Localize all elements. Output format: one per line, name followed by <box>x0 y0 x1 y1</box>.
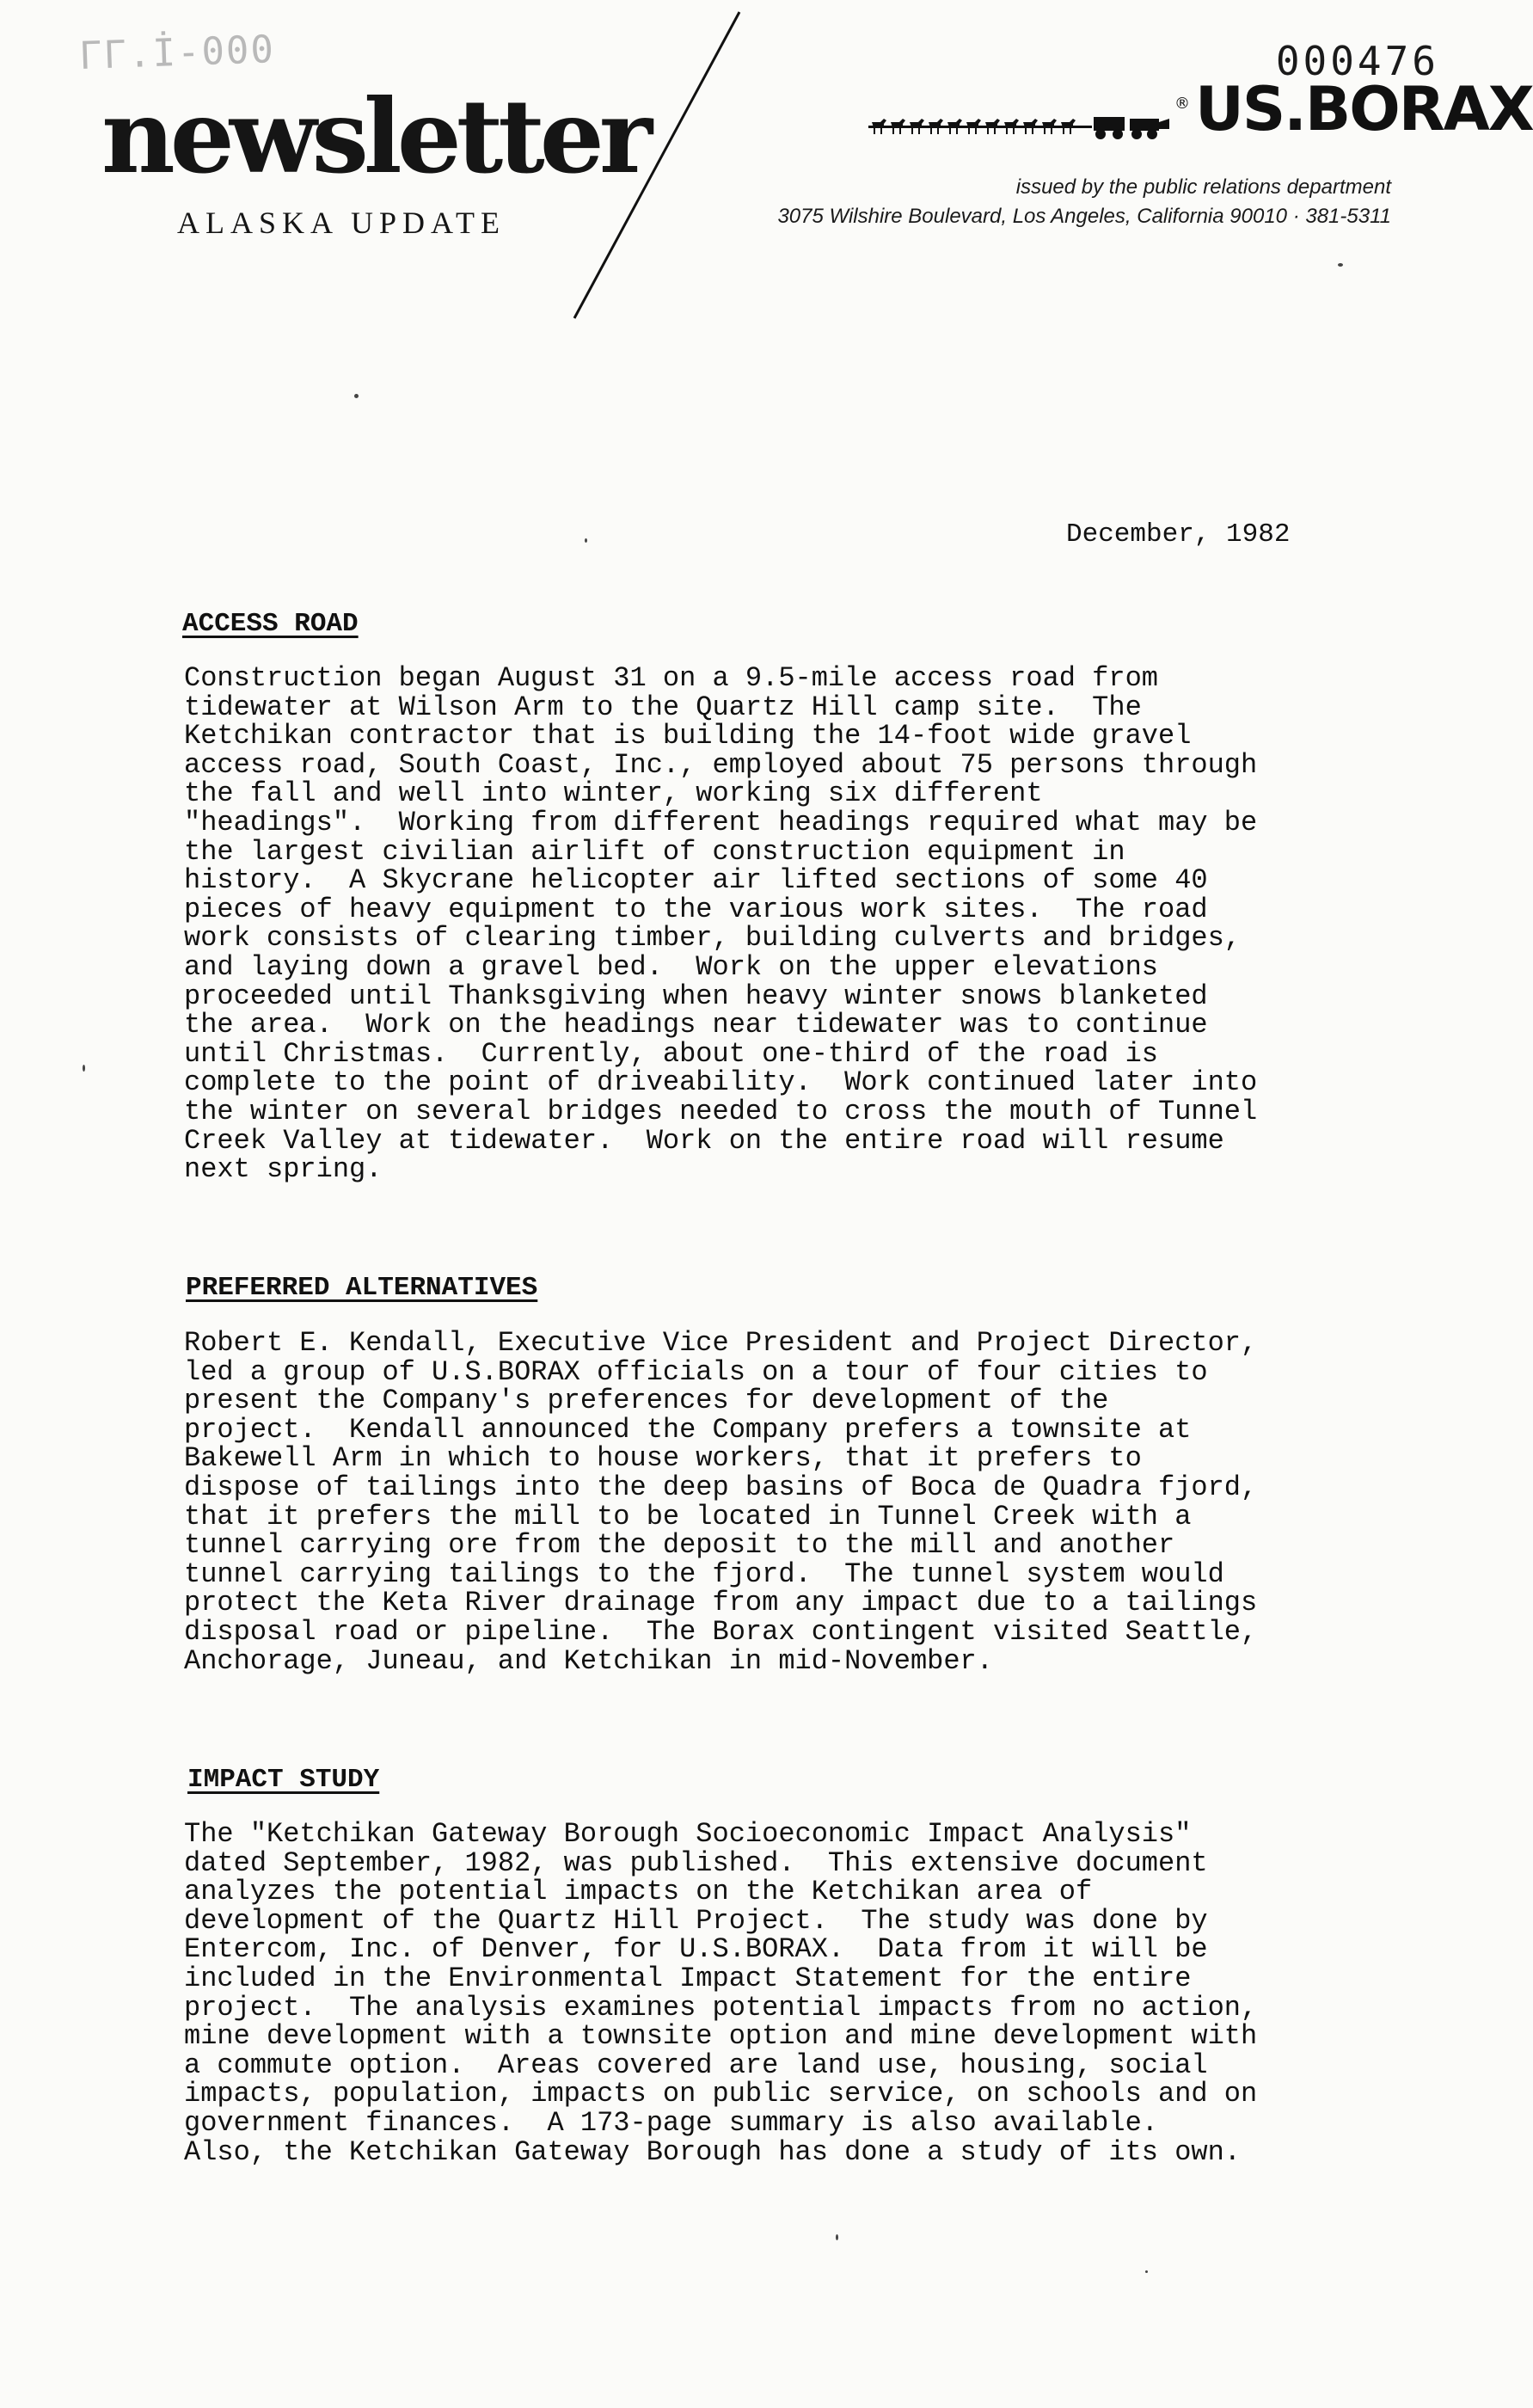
body-line: dated September, 1982, was published. This extensive document <box>184 1846 1208 1879</box>
body-line: protect the Keta River drainage from any impact due to a tailings <box>184 1587 1258 1619</box>
header-divider-slash <box>559 7 765 325</box>
body-line: project. The analysis examines potential impacts from no action, <box>184 1991 1258 2024</box>
body-line: dispose of tailings into the deep basins of Boca de Quadra fjord, <box>184 1471 1258 1503</box>
body-line: government finances. A 173-page summary is also available. <box>184 2106 1158 2139</box>
section-heading-access-road: ACCESS ROAD <box>182 609 359 639</box>
file-stamp-top-left: ΓΓ.İ-000 <box>78 28 276 78</box>
body-line: tidewater at Wilson Arm to the Quartz Hill camp site. The <box>184 691 1142 723</box>
body-line: access road, South Coast, Inc., employed about 75 persons through <box>184 748 1258 781</box>
body-line: the area. Work on the headings near tidewater was to continue <box>184 1009 1208 1041</box>
body-line: Entercom, Inc. of Denver, for U.S.BORAX. Data from it will be <box>184 1933 1208 1966</box>
masthead-subtitle: ALASKA UPDATE <box>177 206 506 240</box>
body-line: a commute option. Areas covered are land use, housing, social <box>184 2049 1208 2081</box>
body-line: and laying down a gravel bed. Work on the upper elevations <box>184 950 1158 983</box>
body-line: disposal road or pipeline. The Borax contingent visited Seattle, <box>184 1615 1258 1648</box>
body-line: the winter on several bridges needed to cross the mouth of Tunnel <box>184 1095 1258 1127</box>
body-line: that it prefers the mill to be located in Tunnel Creek with a <box>184 1500 1192 1533</box>
body-line: the largest civilian airlift of construction equipment in <box>184 835 1125 868</box>
scan-speck <box>836 2234 838 2240</box>
body-line: development of the Quartz Hill Project. The study was done by <box>184 1904 1208 1937</box>
body-line: "headings". Working from different headings required what may be <box>184 806 1258 838</box>
body-line: next spring. <box>184 1153 383 1186</box>
scan-speck <box>83 1065 85 1072</box>
body-line: complete to the point of driveability. Work continued later into <box>184 1066 1258 1099</box>
body-line: history. A Skycrane helicopter air lifted sections of some 40 <box>184 864 1208 897</box>
section-heading-impact-study: IMPACT STUDY <box>187 1765 380 1795</box>
registered-mark-icon: ® <box>1174 95 1190 113</box>
section-body-access-road <box>184 664 1257 1184</box>
scan-speck <box>1145 2270 1148 2273</box>
section-body-impact-study <box>184 1820 1257 2166</box>
body-line: the fall and well into winter, working six different <box>184 777 1043 810</box>
body-line: impacts, population, impacts on public service, on schools and on <box>184 2078 1258 2110</box>
brand-block <box>868 74 1533 148</box>
body-line: Construction began August 31 on a 9.5-mile access road from <box>184 662 1158 694</box>
section-body-preferred-alternatives <box>184 1329 1257 1675</box>
brand-logo-text: US.BORAX <box>1195 74 1533 144</box>
body-line: The "Ketchikan Gateway Borough Socioeconomic Impact Analysis" <box>184 1818 1192 1850</box>
body-line: until Christmas. Currently, about one-third of the road is <box>184 1037 1158 1070</box>
body-line: mine development with a townsite option and mine development with <box>184 2020 1258 2053</box>
scan-speck <box>585 538 587 543</box>
document-number-stamp: 000476 <box>1275 38 1439 84</box>
body-line: present the Company's preferences for development of the <box>184 1385 1109 1417</box>
body-line: tunnel carrying ore from the deposit to the mill and another <box>184 1529 1175 1562</box>
body-line: Creek Valley at tidewater. Work on the entire road will resume <box>184 1124 1224 1157</box>
body-line: Also, the Ketchikan Gateway Borough has done a study of its own. <box>184 2135 1241 2168</box>
body-line: Ketchikan contractor that is building the 14-foot wide gravel <box>184 720 1192 752</box>
body-line: Robert E. Kendall, Executive Vice President and Project Director, <box>184 1327 1258 1359</box>
body-line: pieces of heavy equipment to the various work sites. The road <box>184 893 1208 925</box>
issue-date: December, 1982 <box>1066 519 1291 550</box>
address-line: 3075 Wilshire Boulevard, Los Angeles, California 90010 · 381-5311 <box>777 205 1391 228</box>
body-line: proceeded until Thanksgiving when heavy winter snows blanketed <box>184 980 1208 1012</box>
scan-speck <box>354 394 359 398</box>
mule-team-icon <box>868 114 1187 139</box>
body-line: project. Kendall announced the Company prefers a townsite at <box>184 1413 1192 1446</box>
section-heading-preferred-alternatives: PREFERRED ALTERNATIVES <box>186 1273 538 1303</box>
body-line: tunnel carrying tailings to the fjord. The tunnel system would <box>184 1557 1224 1590</box>
body-line: led a group of U.S.BORAX officials on a tour of four cities to <box>184 1355 1208 1388</box>
body-line: included in the Environmental Impact Statement for the entire <box>184 1962 1192 1994</box>
body-line: Anchorage, Juneau, and Ketchikan in mid-November. <box>184 1644 993 1677</box>
body-line: Bakewell Arm in which to house workers, that it prefers to <box>184 1442 1142 1475</box>
body-line: analyzes the potential impacts on the Ketchikan area of <box>184 1876 1093 1908</box>
masthead-title: newsletter <box>101 77 648 196</box>
issued-by-line: issued by the public relations department <box>1015 175 1391 199</box>
scan-speck <box>1338 263 1343 267</box>
body-line: work consists of clearing timber, building culverts and bridges, <box>184 922 1241 955</box>
